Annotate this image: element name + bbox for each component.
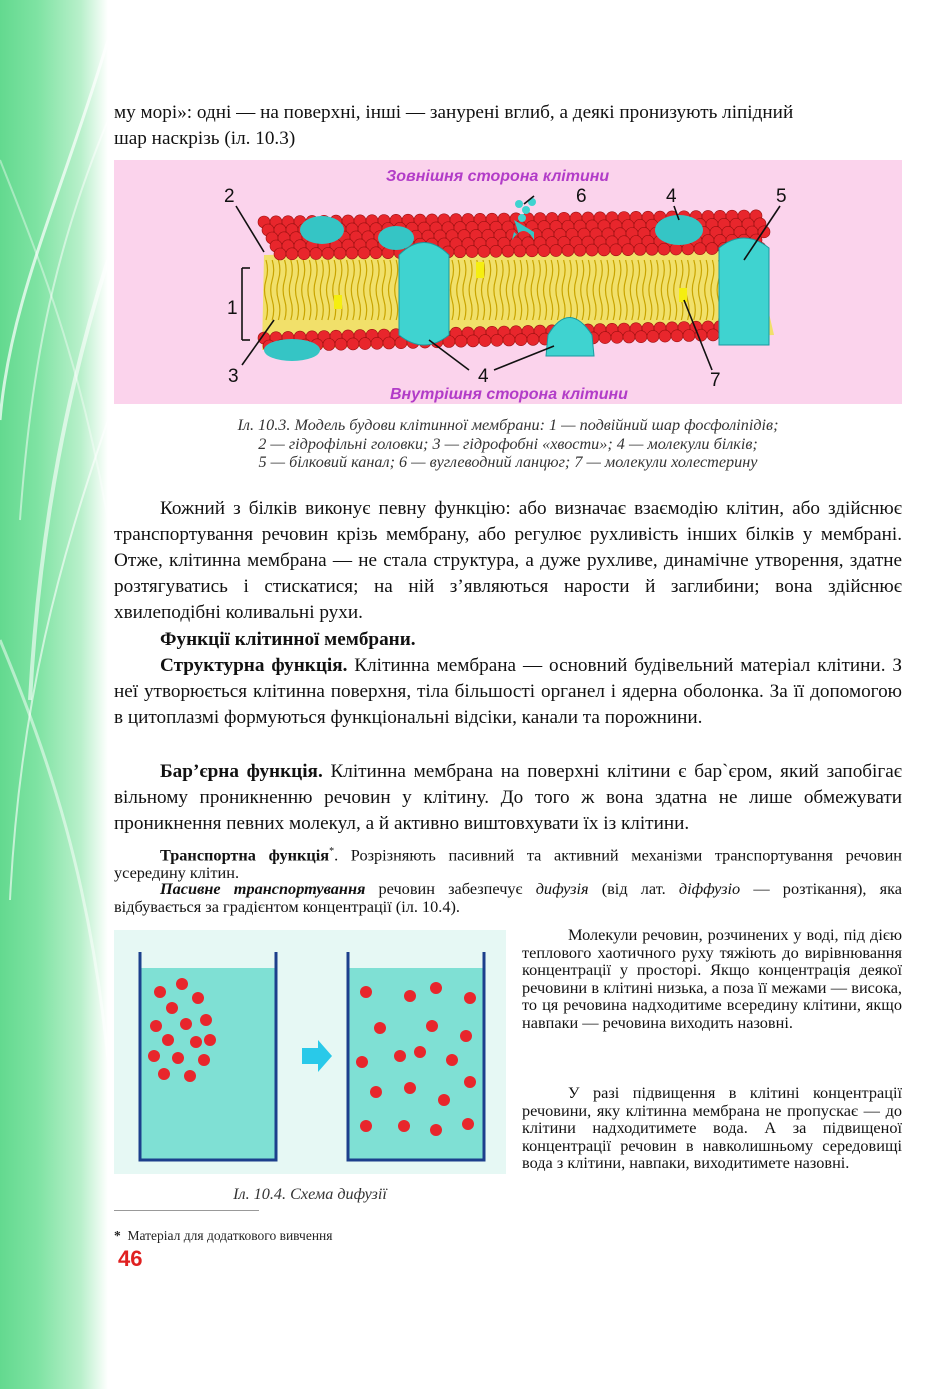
- inner-side-label: Внутрішня сторона клітини: [390, 386, 628, 403]
- right-column-paragraph-2: У разі підвищення в клітині концентрації речовини, яку клітинна мембрана не пропускає — до клітини надходитимете вода. А за підвищеної концентрації речовин в навколишньому середовищі вода з клітини, навпаки, виходитимете назовні.: [522, 1083, 902, 1173]
- diffusion-figure: [114, 930, 506, 1174]
- footnote: * Матеріал для додаткового вивчення: [114, 1228, 333, 1243]
- label-1: 1: [227, 298, 238, 319]
- figure1-caption: Іл. 10.3. Модель будови клітинної мембрани: 1 — подвійний шар фосфоліпідів; 2 — гідрофільні головки; 3 — гідрофобні «хвости»; 4 — молекули білків; 5 — білковий канал; 6 — вуглеводний ланцюг; 7 — молекули холестерину: [237, 416, 779, 471]
- label-2: 2: [224, 186, 235, 207]
- intro-line-1: му морі»: одні — на поверхні, інші — занурені вглиб, а деякі пронизують ліпідний: [114, 102, 794, 123]
- paragraph-barrier: Бар’єрна функція. Клітинна мембрана на поверхні клітини є бар`єром, який запобігає вільному проникненню речовин у клітину. До того ж вона здатна не лише обмежувати проникнення певних молекул, а й активно виштовхувати їх із клітини.: [114, 761, 902, 834]
- label-4-top: 4: [666, 186, 677, 207]
- label-6: 6: [576, 186, 587, 207]
- footnote-divider: [114, 1210, 259, 1211]
- paragraph-transport: Транспортна функція*. Розрізняють пасивний та активний механізми транспортування речовин усередину клітин.: [114, 845, 902, 882]
- outer-side-label: Зовнішня сторона клітини: [386, 168, 610, 185]
- paragraph-proteins: Кожний з білків виконує певну функцію: або визначає взаємодію клітин, або здійснює транспортування речовин крізь мембрану, або регулює рухливість інших білків у мембрані. Отже, клітинна мембрана — не стала структура, а дуже рухливе, динамічне утворення, здатне розтягуватись і стискатися; на ній з’являються нарости й заглибини; вона здійснює хвилеподібні коливальні рухи.: [114, 498, 902, 623]
- right-column-paragraph-1: Молекули речовин, розчинених у воді, під дією теплового хаотичного руху тяжіють до вирівнювання концентрації у просторі. Якщо концентрація деякої речовини в клітині низька, а поза її межами — висока, то ця речовина надходитиме всередину клітини, якщо навпаки — речовина виходить назовні.: [522, 925, 902, 1032]
- functions-heading: Функції клітинної мембрани.: [160, 629, 416, 650]
- label-3: 3: [228, 366, 239, 387]
- membrane-figure: [114, 160, 902, 404]
- label-7: 7: [710, 370, 721, 391]
- label-4-bottom: 4: [478, 366, 489, 387]
- decorative-left-band: [0, 0, 108, 1389]
- label-5: 5: [776, 186, 787, 207]
- paragraph-passive: Пасивне транспортування речовин забезпечує дифузія (від лат. діффузіо — розтікання), яка відбувається за градієнтом концентрації (іл. 10.4).: [114, 879, 902, 916]
- figure2-caption: Іл. 10.4. Схема дифузії: [233, 1185, 387, 1203]
- page-number: 46: [118, 1246, 143, 1271]
- paragraph-structural: Структурна функція. Клітинна мембрана — основний будівельний матеріал клітини. З неї утворюється клітинна поверхня, тіла більшості органел і ядерна оболонка. За її допомогою в цитоплазмі формуються функціональні відсіки, канали та порожнини.: [114, 655, 903, 728]
- intro-line-2: шар наскрізь (іл. 10.3): [114, 128, 296, 149]
